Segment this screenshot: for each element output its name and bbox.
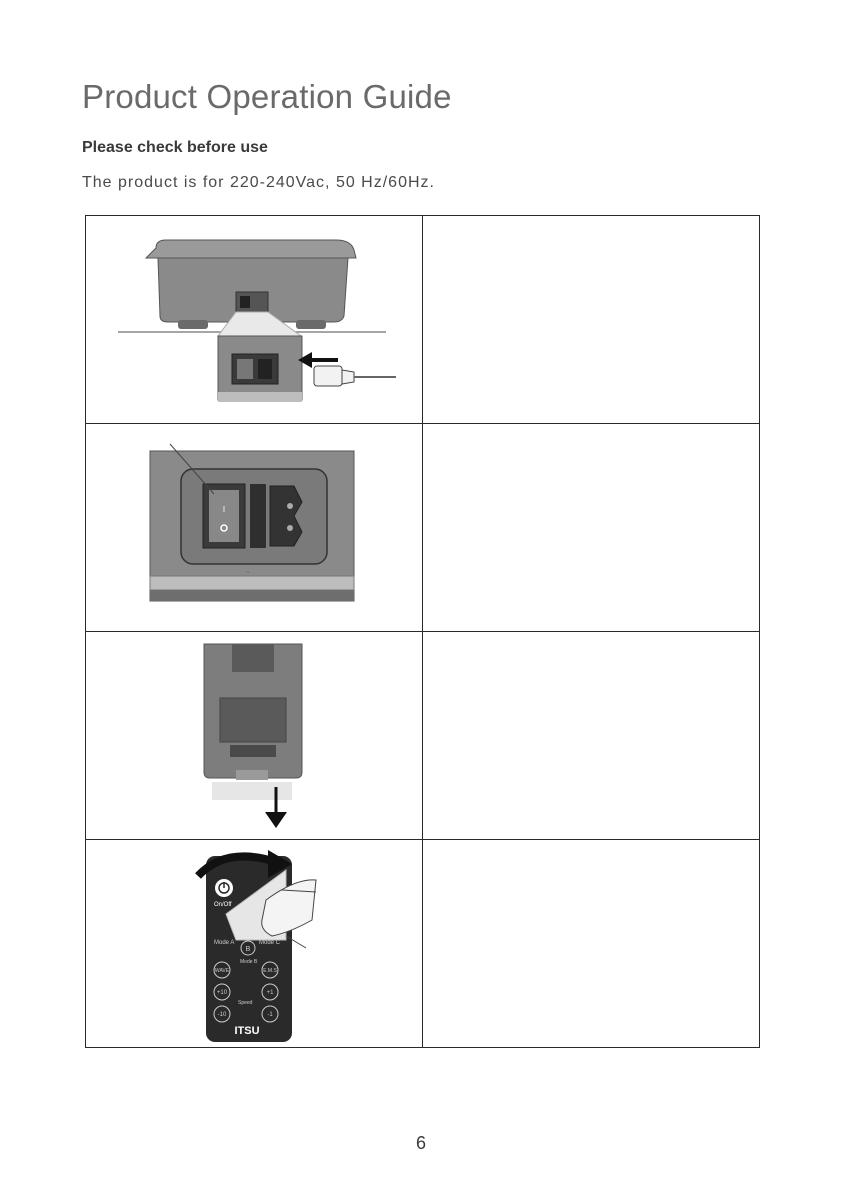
step-text-cell	[423, 632, 759, 839]
mode-a-label: Mode A	[214, 940, 235, 946]
step-illustration-cell	[86, 840, 423, 1048]
remote-control-illustration	[86, 840, 423, 1048]
table-row	[86, 632, 759, 840]
battery-compartment-illustration	[86, 632, 423, 840]
step-text-cell	[423, 216, 759, 423]
wave-label: WAVE	[214, 968, 230, 974]
step-illustration-cell	[86, 632, 423, 839]
svg-text:I: I	[222, 505, 226, 514]
mode-b-button-label: B	[245, 946, 251, 953]
table-row	[86, 840, 759, 1048]
section-subtitle: Please check before use	[82, 139, 268, 156]
power-switch-illustration	[86, 424, 423, 632]
mode-b-label: Mode B	[240, 959, 258, 965]
device-base-illustration	[86, 216, 423, 424]
table-row	[86, 216, 759, 424]
instruction-table	[85, 215, 760, 1048]
brand-logo: ITSU	[234, 1025, 260, 1037]
voltage-spec: The product is for 220-240Vac, 50 Hz/60Hz.	[82, 174, 435, 191]
table-row	[86, 424, 759, 632]
plus10-label: +10	[216, 990, 228, 996]
page-number: 6	[415, 1133, 426, 1153]
svg-text:~: ~	[246, 570, 250, 576]
on-off-label: On/Off	[214, 902, 232, 908]
mode-c-label: Mode C	[259, 940, 281, 946]
step-illustration-cell	[86, 216, 423, 423]
plus1-label: +1	[266, 990, 274, 996]
speed-label: Speed	[238, 1000, 253, 1006]
minus1-label: -1	[267, 1012, 273, 1018]
minus10-label: -10	[217, 1012, 227, 1018]
step-text-cell	[423, 840, 759, 1048]
ems-label: E.M.S	[263, 968, 277, 974]
step-text-cell	[423, 424, 759, 631]
page-title: Product Operation Guide	[82, 78, 452, 115]
step-illustration-cell	[86, 424, 423, 631]
